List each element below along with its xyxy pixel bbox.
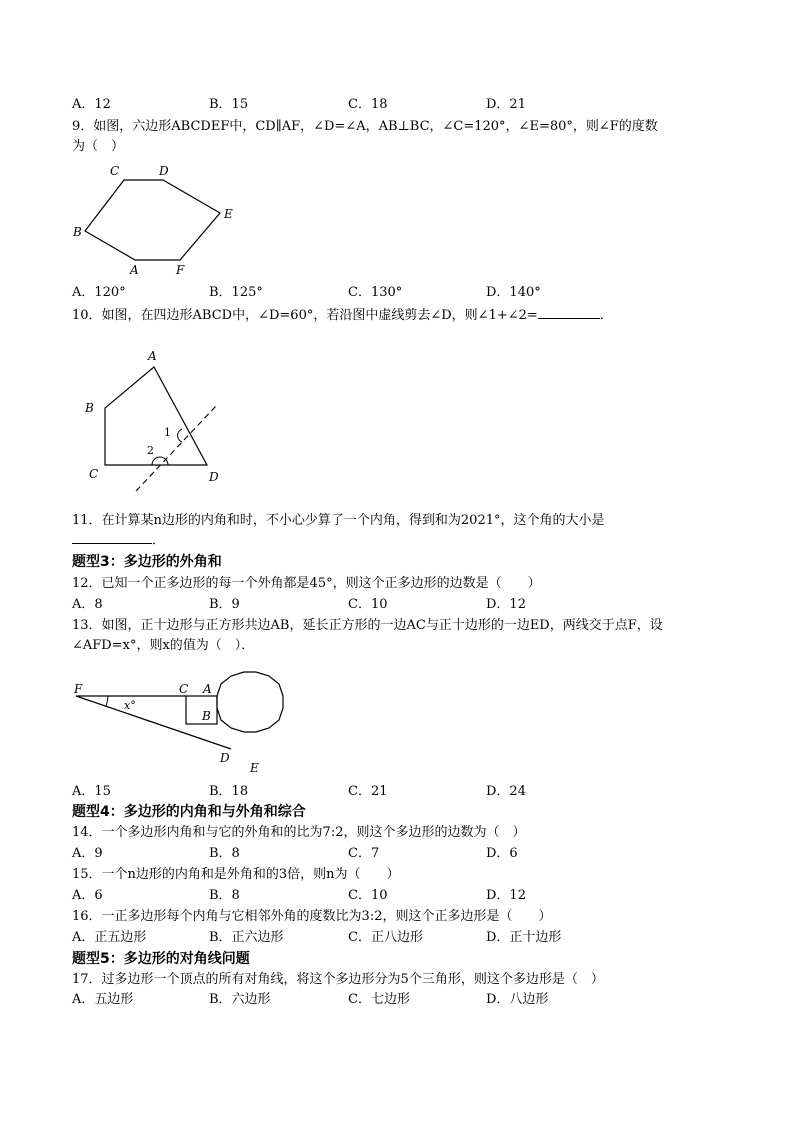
q13-label-a: A (203, 682, 212, 696)
q9-label-c: C (110, 164, 120, 178)
q13-label-e: E (250, 761, 259, 775)
q10-label-a: A (148, 349, 157, 363)
q10-label-2: 2 (147, 444, 154, 457)
q12-stem: 12．已知一个正多边形的每一个外角都是45°，则这个正多边形的边数是（ ） (72, 576, 541, 591)
q14-option-a: A．9 (72, 846, 103, 861)
q17-option-c: C．七边形 (348, 992, 410, 1007)
q10-label-1: 1 (164, 426, 171, 439)
q17-option-d: D．八边形 (486, 992, 549, 1007)
section-4-heading: 题型4：多边形的内角和与外角和综合 (72, 804, 306, 820)
q9-stem-line1: 9．如图，六边形ABCDEF中，CD∥AF，∠D=∠A，AB⊥BC，∠C=120°，∠E=80°，则∠F的度数 (72, 119, 658, 134)
q9-label-b: B (73, 225, 82, 239)
q13-label-d: D (220, 751, 230, 765)
q8-option-b: B．15 (209, 97, 249, 112)
q13-option-d: D．24 (486, 784, 526, 799)
q15-option-c: C．10 (348, 888, 388, 903)
q13-stem-line1: 13．如图，正十边形与正方形共边AB，延长正方形的一边AC与正十边形的一边ED，两线交于点F，设 (72, 618, 663, 633)
q13-regular-decagon (217, 672, 283, 732)
q9-option-a: A．120° (72, 285, 126, 300)
q10-quadrilateral (105, 367, 207, 465)
q13-option-c: C．21 (348, 784, 388, 799)
section-3-heading: 题型3：多边形的外角和 (72, 554, 222, 570)
q9-option-c: C．130° (348, 285, 403, 300)
q13-label-b: B (202, 709, 211, 723)
q15-stem: 15．一个n边形的内角和是外角和的3倍，则n为（ ） (72, 867, 400, 882)
q14-option-d: D．6 (486, 846, 518, 861)
q10-label-b: B (85, 401, 94, 415)
q10-angle2-arc (152, 457, 168, 465)
q10-text: 10．如图，在四边形ABCD中，∠D=60°，若沿图中虚线剪去∠D，则∠1+∠2= (72, 308, 538, 323)
q13-angle-x-arc (106, 696, 108, 706)
q16-option-c: C．正八边形 (348, 930, 423, 945)
q13-label-f: F (74, 682, 83, 696)
q9-option-d: D．140° (486, 285, 541, 300)
q17-option-a: A．五边形 (72, 992, 134, 1007)
q16-option-b: B．正六边形 (209, 930, 284, 945)
q9-stem-line2: 为（ ） (72, 139, 125, 154)
q15-option-d: D．12 (486, 888, 526, 903)
q10-quadrilateral-figure (76, 338, 236, 498)
q8-option-c: C．18 (348, 97, 388, 112)
q9-hexagon-figure (60, 158, 250, 283)
q8-option-d: D．21 (486, 97, 526, 112)
q10-answer-blank (538, 305, 600, 319)
q13-label-x: x° (124, 699, 136, 712)
q12-option-a: A．8 (72, 597, 103, 612)
q13-figure (70, 665, 310, 780)
q15-option-a: A．6 (72, 888, 103, 903)
q13-label-c: C (179, 682, 189, 696)
q10-label-d: D (209, 470, 219, 484)
section-5-heading: 题型5：多边形的对角线问题 (72, 951, 250, 967)
q9-option-b: B．125° (209, 285, 263, 300)
q16-option-a: A．正五边形 (72, 930, 147, 945)
q14-option-b: B．8 (209, 846, 240, 861)
q16-stem: 16．一正多边形每个内角与它相邻外角的度数比为3:2，则这个正多边形是（ ） (72, 909, 552, 924)
q10-end: ． (599, 308, 613, 323)
q14-stem: 14．一个多边形内角和与它的外角和的比为7:2，则这个多边形的边数为（ ） (72, 825, 526, 840)
q11-stem: 11．在计算某n边形的内角和时，不小心少算了一个内角，得到和为2021°，这个角的大小是 (72, 513, 605, 528)
q10-stem (72, 305, 613, 325)
q13-stem-line2: ∠AFD=x°，则x的值为（ ）． (72, 638, 255, 653)
q11-answer-blank (72, 530, 152, 544)
q8-option-a: A．12 (72, 97, 111, 112)
q12-option-c: C．10 (348, 597, 388, 612)
q12-option-d: D．12 (486, 597, 526, 612)
q13-option-b: B．18 (209, 784, 249, 799)
q10-label-c: C (89, 467, 99, 481)
q15-option-b: B．8 (209, 888, 240, 903)
q12-option-b: B．9 (209, 597, 240, 612)
q13-option-a: A．15 (72, 784, 111, 799)
q16-option-d: D．正十边形 (486, 930, 562, 945)
q9-label-d: D (159, 164, 169, 178)
q11-end: ． (152, 533, 166, 548)
q17-option-b: B．六边形 (209, 992, 271, 1007)
q10-angle1-arc (178, 429, 182, 442)
q9-hexagon (85, 180, 220, 260)
q9-label-f: F (176, 263, 185, 277)
q9-label-e: E (224, 207, 233, 221)
q9-label-a: A (130, 263, 139, 277)
q11-answer-line (72, 530, 165, 550)
q17-stem: 17．过多边形一个顶点的所有对角线，将这个多边形分为5个三角形，则这个多边形是（ ） (72, 972, 604, 987)
q14-option-c: C．7 (348, 846, 380, 861)
